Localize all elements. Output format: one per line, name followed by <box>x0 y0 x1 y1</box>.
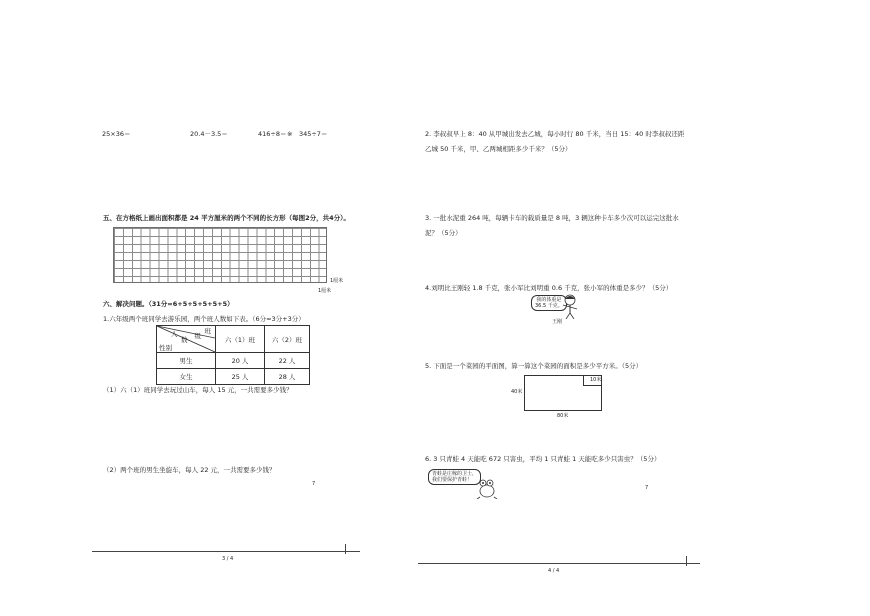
right-page-number: 4 / 4 <box>548 568 560 574</box>
q5-label-bottom: 80米 <box>557 413 569 419</box>
q1-part1: （1）六（1）班同学去玩过山车，每人 15 元，一共需要多少钱？ <box>103 386 293 394</box>
section6-title: 六、解决问题。（31分=6+5+5+5+5+5） <box>103 300 234 308</box>
q2-line2: 乙城 50 千米，甲、乙两城相距多少千米？（5分） <box>425 145 572 153</box>
right-footer-tick <box>686 556 687 566</box>
q4-person-name: 王刚 <box>552 319 563 325</box>
q3-line1: 3. 一批水泥重 264 吨，每辆卡车的载质量是 8 吨，3 辆这种卡车多少次可以运完这批水 <box>425 214 679 222</box>
left-page-number: 3 / 4 <box>222 556 234 562</box>
corner-mid2: 数 <box>181 336 188 344</box>
table-row-label: 男生 <box>157 353 216 369</box>
table-col2-header: 六（2）班 <box>265 326 310 353</box>
calc-4: ※ 345÷7＝ <box>287 130 328 138</box>
calc-1: 25×36＝ <box>102 130 131 138</box>
table-col1-header: 六（1）班 <box>216 326 265 353</box>
table-cell: 25 人 <box>216 369 265 385</box>
square-grid <box>113 227 327 283</box>
q6-speech-bubble <box>428 469 481 485</box>
table-row <box>157 353 310 369</box>
left-side-mark: 7 <box>312 481 316 487</box>
corner-top2: 级 <box>194 332 201 340</box>
grid-unit-label: 1厘米 <box>330 278 344 284</box>
corner-top: 班 <box>204 327 211 335</box>
table-row <box>157 369 310 385</box>
table-corner <box>157 326 216 353</box>
calc-2: 20.4－3.5＝ <box>190 130 228 138</box>
calc-3: 416÷8＝ <box>258 130 287 138</box>
q5-text: 5. 下面是一个菜园的平面图，算一算这个菜园的面积是多少平方米。（5分） <box>425 362 643 370</box>
q1-title: 1.六年级两个班同学去游乐园，两个班人数如下表。（6分=3分+3分） <box>103 315 305 323</box>
q6-bubble-line2: 我们要保护青蛙！ <box>432 477 473 483</box>
q4-bubble-line1: 我的体重是 <box>536 297 562 303</box>
class-table <box>156 325 310 385</box>
q4-bubble-line2: 36.5 千克。 <box>535 303 563 309</box>
q5-label-right: 10米 <box>590 377 602 383</box>
corner-mid: 人 <box>171 330 178 338</box>
corner-bottom: 性别 <box>159 344 172 352</box>
frog-icon <box>476 477 498 499</box>
grid-unit-label-2: 1厘米 <box>318 288 332 294</box>
left-footer-tick <box>345 544 346 554</box>
q3-line2: 泥？（5分） <box>425 229 462 237</box>
table-cell: 20 人 <box>216 353 265 369</box>
table-cell: 28 人 <box>265 369 310 385</box>
section5-title: 五、在方格纸上画出面积都是 24 平方厘米的两个不同的长方形（每图2分，共4分）。 <box>103 214 350 222</box>
table-row-label: 女生 <box>157 369 216 385</box>
q1-part2: （2）两个班的男生坐旋车，每人 22 元，一共需要多少钱？ <box>103 466 276 474</box>
q6-bubble-line1: 青蛙是庄稼的卫士， <box>432 471 478 477</box>
right-footer-line <box>418 563 700 564</box>
right-side-mark: 7 <box>645 485 649 491</box>
q2-line1: 2. 李叔叔早上 8：40 从甲城出发去乙城，每小时行 80 千米，当日 15：40 时李叔叔还距 <box>425 130 685 138</box>
q6-text: 6. 3 只青蛙 4 天能吃 672 只害虫，平均 1 只青蛙 1 天能吃多少只害虫？（5分） <box>425 455 661 463</box>
boy-icon <box>560 293 580 319</box>
q4-text: 4.刘明比王刚轻 1.8 千克，张小军比刘明重 0.6 千克，张小军的体重是多少？（5分） <box>425 284 673 292</box>
left-footer-line <box>92 551 360 552</box>
table-cell: 22 人 <box>265 353 310 369</box>
q5-label-left: 40米 <box>511 389 523 395</box>
